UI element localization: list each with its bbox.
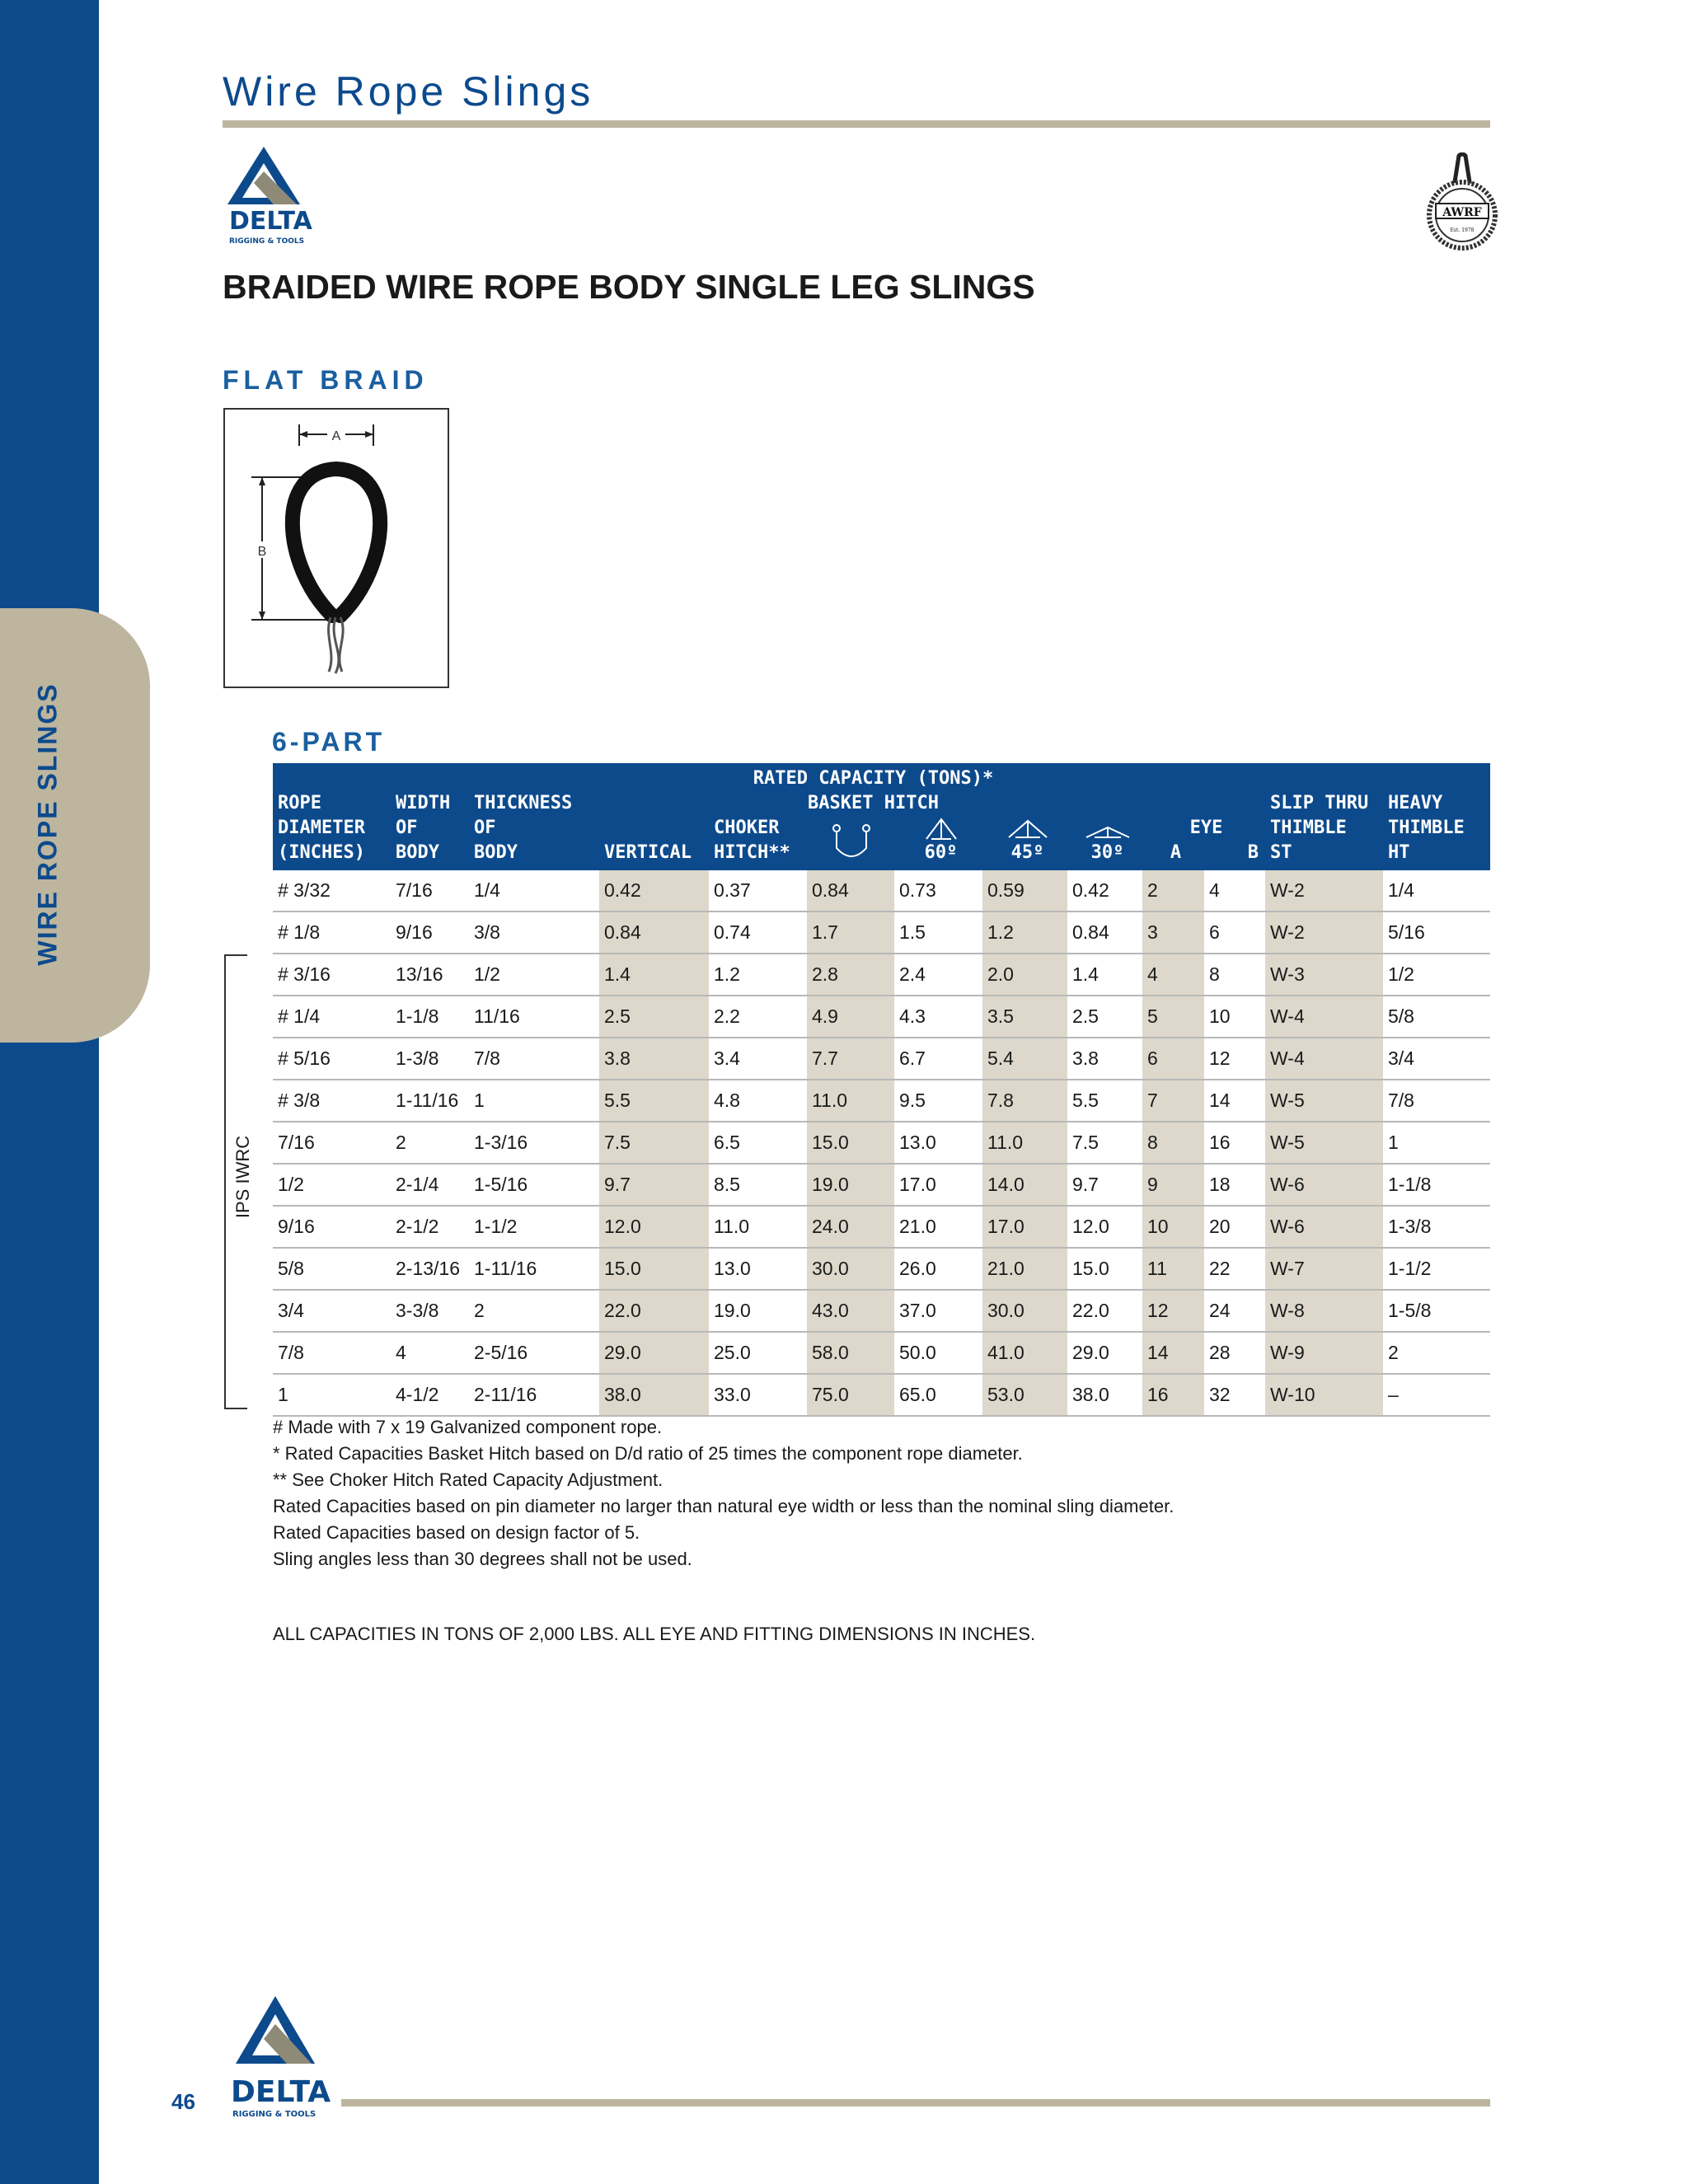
basket-60-cell: 0.73 — [894, 870, 982, 912]
thickness-header-2: OF — [469, 816, 599, 841]
basket-45-cell: 17.0 — [982, 1206, 1067, 1248]
eye-b-cell: 24 — [1204, 1290, 1265, 1332]
thickness-cell: 1-5/16 — [469, 1164, 599, 1206]
basket-45-cell: 0.59 — [982, 870, 1067, 912]
choker-cell: 33.0 — [709, 1374, 807, 1416]
awrf-established: Est. 1978 — [1450, 227, 1475, 233]
page-number: 46 — [171, 2089, 195, 2114]
basket-30-cell: 0.84 — [1067, 912, 1142, 954]
basket-60-cell: 6.7 — [894, 1038, 982, 1080]
rope-header-2: DIAMETER — [273, 816, 391, 841]
vertical-cell: 0.42 — [599, 870, 709, 912]
width-cell: 1-3/8 — [391, 1038, 469, 1080]
vertical-cell: 7.5 — [599, 1122, 709, 1164]
choker-cell: 13.0 — [709, 1248, 807, 1290]
basket-30-cell: 22.0 — [1067, 1290, 1142, 1332]
table-row — [273, 996, 1490, 1038]
thickness-cell: 7/8 — [469, 1038, 599, 1080]
eye-b-cell: 4 — [1204, 870, 1265, 912]
table-row — [273, 1290, 1490, 1332]
choker-header-2: HITCH** — [709, 841, 807, 870]
header-row-second — [273, 816, 1490, 841]
flat-braid-subheading: FLAT BRAID — [223, 365, 429, 395]
basket-vertical-cell: 30.0 — [807, 1248, 894, 1290]
slip-thru-header-1: SLIP THRU — [1265, 791, 1383, 816]
slip-thru-cell: W-9 — [1265, 1332, 1383, 1374]
basket-30-cell: 1.4 — [1067, 954, 1142, 996]
choker-cell: 0.74 — [709, 912, 807, 954]
eye-b-cell: 10 — [1204, 996, 1265, 1038]
eye-a-cell: 6 — [1142, 1038, 1204, 1080]
rope-diameter-cell: # 1/8 — [273, 912, 391, 954]
vertical-cell: 3.8 — [599, 1038, 709, 1080]
thickness-cell: 2-11/16 — [469, 1374, 599, 1416]
slip-thru-cell: W-2 — [1265, 912, 1383, 954]
basket-45-cell: 2.0 — [982, 954, 1067, 996]
basket-45-cell: 41.0 — [982, 1332, 1067, 1374]
sling-diagram — [223, 408, 449, 688]
eye-header: EYE — [1142, 816, 1265, 841]
table-row — [273, 1164, 1490, 1206]
basket-30-cell: 9.7 — [1067, 1164, 1142, 1206]
width-cell: 4-1/2 — [391, 1374, 469, 1416]
rope-diameter-cell: 9/16 — [273, 1206, 391, 1248]
width-cell: 2-13/16 — [391, 1248, 469, 1290]
thickness-cell: 3/8 — [469, 912, 599, 954]
thickness-cell: 1-1/2 — [469, 1206, 599, 1248]
choker-cell: 2.2 — [709, 996, 807, 1038]
basket-vertical-cell: 11.0 — [807, 1080, 894, 1122]
basket-60-cell: 37.0 — [894, 1290, 982, 1332]
delta-logo — [224, 147, 323, 250]
thickness-cell: 2-5/16 — [469, 1332, 599, 1374]
rope-diameter-cell: # 5/16 — [273, 1038, 391, 1080]
basket-vertical-cell: 24.0 — [807, 1206, 894, 1248]
header-row-mid — [273, 791, 1490, 816]
slip-thru-cell: W-4 — [1265, 1038, 1383, 1080]
thickness-cell: 1/2 — [469, 954, 599, 996]
angle-30-header: 30º — [1067, 841, 1142, 870]
awrf-badge — [1423, 152, 1502, 251]
vertical-cell: 12.0 — [599, 1206, 709, 1248]
basket-45-cell: 14.0 — [982, 1164, 1067, 1206]
heavy-header-1: HEAVY — [1383, 791, 1490, 816]
heavy-thimble-cell: 1-5/8 — [1383, 1290, 1490, 1332]
basket-vertical-cell: 19.0 — [807, 1164, 894, 1206]
brand-tagline: RIGGING & TOOLS — [229, 237, 305, 246]
width-header-1: WIDTH — [391, 791, 469, 816]
vertical-cell: 5.5 — [599, 1080, 709, 1122]
heavy-thimble-cell: 1 — [1383, 1122, 1490, 1164]
section-heading: BRAIDED WIRE ROPE BODY SINGLE LEG SLINGS — [223, 268, 1035, 306]
basket-vertical-cell: 15.0 — [807, 1122, 894, 1164]
sling-eye-illustration — [225, 410, 448, 687]
slip-thru-cell: W-5 — [1265, 1080, 1383, 1122]
rope-diameter-cell: # 3/8 — [273, 1080, 391, 1122]
vertical-cell: 38.0 — [599, 1374, 709, 1416]
basket-60-cell: 26.0 — [894, 1248, 982, 1290]
table-row — [273, 954, 1490, 996]
choker-cell: 25.0 — [709, 1332, 807, 1374]
basket-45-cell: 7.8 — [982, 1080, 1067, 1122]
basket-30-cell: 15.0 — [1067, 1248, 1142, 1290]
eye-b-cell: 8 — [1204, 954, 1265, 996]
width-header-3: BODY — [391, 841, 469, 870]
heavy-thimble-cell: 1-1/8 — [1383, 1164, 1490, 1206]
heavy-thimble-cell: 7/8 — [1383, 1080, 1490, 1122]
width-cell: 2-1/4 — [391, 1164, 469, 1206]
brand-tagline: RIGGING & TOOLS — [232, 2110, 316, 2119]
table-row — [273, 870, 1490, 912]
footnote: ** See Choker Hitch Rated Capacity Adjustment. — [273, 1469, 663, 1490]
vertical-cell: 0.84 — [599, 912, 709, 954]
width-cell: 2-1/2 — [391, 1206, 469, 1248]
basket-vertical-cell: 43.0 — [807, 1290, 894, 1332]
eye-a-cell: 16 — [1142, 1374, 1204, 1416]
rope-diameter-cell: 7/8 — [273, 1332, 391, 1374]
slip-thru-cell: W-2 — [1265, 870, 1383, 912]
eye-b-cell: 18 — [1204, 1164, 1265, 1206]
heavy-header-3: HT — [1383, 841, 1490, 870]
basket-30-cell: 3.8 — [1067, 1038, 1142, 1080]
thickness-cell: 11/16 — [469, 996, 599, 1038]
vertical-cell: 2.5 — [599, 996, 709, 1038]
slip-thru-cell: W-10 — [1265, 1374, 1383, 1416]
slip-thru-cell: W-6 — [1265, 1206, 1383, 1248]
width-cell: 2 — [391, 1122, 469, 1164]
basket-45-cell: 11.0 — [982, 1122, 1067, 1164]
table-row — [273, 1332, 1490, 1374]
basket-45-cell: 53.0 — [982, 1374, 1067, 1416]
table-row — [273, 1248, 1490, 1290]
eye-a-cell: 4 — [1142, 954, 1204, 996]
choker-cell: 19.0 — [709, 1290, 807, 1332]
eye-b-cell: 14 — [1204, 1080, 1265, 1122]
table-row — [273, 1080, 1490, 1122]
rope-diameter-cell: 1/2 — [273, 1164, 391, 1206]
choker-cell: 0.37 — [709, 870, 807, 912]
vertical-cell: 9.7 — [599, 1164, 709, 1206]
slip-thru-cell: W-3 — [1265, 954, 1383, 996]
basket-30-cell: 0.42 — [1067, 870, 1142, 912]
left-color-bar — [0, 0, 99, 2184]
width-cell: 7/16 — [391, 870, 469, 912]
eye-b-cell: 16 — [1204, 1122, 1265, 1164]
basket-30-cell: 29.0 — [1067, 1332, 1142, 1374]
basket-30-cell: 38.0 — [1067, 1374, 1142, 1416]
basket-vertical-cell: 7.7 — [807, 1038, 894, 1080]
choker-cell: 6.5 — [709, 1122, 807, 1164]
heavy-thimble-cell: – — [1383, 1374, 1490, 1416]
basket-vertical-cell: 1.7 — [807, 912, 894, 954]
rope-diameter-cell: # 3/32 — [273, 870, 391, 912]
footnote: # Made with 7 x 19 Galvanized component rope. — [273, 1417, 663, 1437]
slip-thru-cell: W-8 — [1265, 1290, 1383, 1332]
eye-b-header: B — [1204, 841, 1265, 870]
choker-cell: 1.2 — [709, 954, 807, 996]
rope-diameter-cell: 7/16 — [273, 1122, 391, 1164]
choker-header-1: CHOKER — [709, 816, 807, 841]
heavy-thimble-cell: 1/2 — [1383, 954, 1490, 996]
basket-30-icon — [1083, 823, 1132, 841]
rated-capacity-header: RATED CAPACITY (TONS)* — [599, 763, 1142, 791]
width-cell: 1-11/16 — [391, 1080, 469, 1122]
eye-a-cell: 9 — [1142, 1164, 1204, 1206]
slip-thru-header-3: ST — [1265, 841, 1383, 870]
basket-60-cell: 13.0 — [894, 1122, 982, 1164]
table-row — [273, 1122, 1490, 1164]
heavy-thimble-cell: 1-3/8 — [1383, 1206, 1490, 1248]
basket-45-cell: 3.5 — [982, 996, 1067, 1038]
rope-diameter-cell: # 1/4 — [273, 996, 391, 1038]
heavy-thimble-cell: 1-1/2 — [1383, 1248, 1490, 1290]
delta-triangle-icon — [229, 1996, 333, 2121]
thickness-header-3: BODY — [469, 841, 599, 870]
rope-diameter-cell: 3/4 — [273, 1290, 391, 1332]
eye-a-cell: 2 — [1142, 870, 1204, 912]
basket-vertical-cell: 0.84 — [807, 870, 894, 912]
footer-divider — [341, 2099, 1490, 2107]
slip-thru-header-2: THIMBLE — [1265, 816, 1383, 841]
choker-cell: 4.8 — [709, 1080, 807, 1122]
eye-a-cell: 10 — [1142, 1206, 1204, 1248]
eye-b-cell: 22 — [1204, 1248, 1265, 1290]
rope-header-1: ROPE — [273, 791, 391, 816]
basket-30-cell: 7.5 — [1067, 1122, 1142, 1164]
thickness-cell: 1/4 — [469, 870, 599, 912]
width-cell: 9/16 — [391, 912, 469, 954]
basket-vertical-cell: 2.8 — [807, 954, 894, 996]
slip-thru-cell: W-7 — [1265, 1248, 1383, 1290]
thickness-cell: 1-3/16 — [469, 1122, 599, 1164]
choker-cell: 3.4 — [709, 1038, 807, 1080]
heavy-thimble-cell: 2 — [1383, 1332, 1490, 1374]
eye-a-cell: 7 — [1142, 1080, 1204, 1122]
thickness-cell: 1-11/16 — [469, 1248, 599, 1290]
eye-b-cell: 20 — [1204, 1206, 1265, 1248]
rope-diameter-cell: 5/8 — [273, 1248, 391, 1290]
heavy-thimble-cell: 3/4 — [1383, 1038, 1490, 1080]
eye-a-cell: 12 — [1142, 1290, 1204, 1332]
basket-60-cell: 50.0 — [894, 1332, 982, 1374]
basket-vertical-cell: 4.9 — [807, 996, 894, 1038]
dimension-b-label: B — [257, 545, 267, 559]
thickness-cell: 1 — [469, 1080, 599, 1122]
footnotes — [273, 1414, 1174, 1572]
angle-60-header: 60º — [894, 841, 982, 870]
vertical-cell: 1.4 — [599, 954, 709, 996]
brand-name: DELTA — [229, 207, 312, 236]
slip-thru-cell: W-5 — [1265, 1122, 1383, 1164]
thickness-header-1: THICKNESS — [469, 791, 599, 816]
basket-vertical-icon — [828, 823, 878, 863]
basket-vertical-cell: 75.0 — [807, 1374, 894, 1416]
width-cell: 13/16 — [391, 954, 469, 996]
eye-a-cell: 11 — [1142, 1248, 1204, 1290]
vertical-cell: 29.0 — [599, 1332, 709, 1374]
thickness-cell: 2 — [469, 1290, 599, 1332]
eye-a-cell: 3 — [1142, 912, 1204, 954]
rope-header-3: (INCHES) — [273, 841, 391, 870]
vertical-header: VERTICAL — [599, 841, 709, 870]
footnote: Rated Capacities based on design factor of 5. — [273, 1522, 640, 1543]
slip-thru-cell: W-6 — [1265, 1164, 1383, 1206]
basket-hitch-header: BASKET HITCH — [599, 791, 1142, 816]
basket-45-cell: 1.2 — [982, 912, 1067, 954]
basket-60-cell: 1.5 — [894, 912, 982, 954]
capacity-note: ALL CAPACITIES IN TONS OF 2,000 LBS. ALL EYE AND FITTING DIMENSIONS IN INCHES. — [273, 1624, 1036, 1644]
footnote: Rated Capacities based on pin diameter no larger than natural eye width or less than the nominal sling diameter. — [273, 1496, 1175, 1516]
basket-60-cell: 9.5 — [894, 1080, 982, 1122]
footnote: Sling angles less than 30 degrees shall not be used. — [273, 1549, 692, 1569]
rope-diameter-cell: # 3/16 — [273, 954, 391, 996]
eye-a-header: A — [1142, 841, 1204, 870]
width-cell: 3-3/8 — [391, 1290, 469, 1332]
eye-b-cell: 12 — [1204, 1038, 1265, 1080]
basket-45-cell: 30.0 — [982, 1290, 1067, 1332]
basket-60-cell: 65.0 — [894, 1374, 982, 1416]
table-row — [273, 912, 1490, 954]
vertical-cell: 22.0 — [599, 1290, 709, 1332]
width-cell: 1-1/8 — [391, 996, 469, 1038]
awrf-seal-icon — [1423, 152, 1502, 251]
title-divider — [223, 120, 1490, 128]
side-tab-label: WIRE ROPE SLINGS — [32, 682, 63, 966]
eye-a-cell: 14 — [1142, 1332, 1204, 1374]
eye-b-cell: 28 — [1204, 1332, 1265, 1374]
table-row — [273, 1206, 1490, 1248]
vertical-cell: 15.0 — [599, 1248, 709, 1290]
delta-triangle-icon — [224, 147, 323, 250]
width-cell: 4 — [391, 1332, 469, 1374]
header-row-top — [273, 763, 1490, 791]
heavy-thimble-cell: 1/4 — [1383, 870, 1490, 912]
six-part-label: 6-PART — [272, 727, 386, 757]
slip-thru-cell: W-4 — [1265, 996, 1383, 1038]
angle-45-header: 45º — [982, 841, 1067, 870]
delta-logo-footer — [229, 1996, 333, 2121]
basket-60-cell: 21.0 — [894, 1206, 982, 1248]
basket-45-cell: 5.4 — [982, 1038, 1067, 1080]
choker-cell: 11.0 — [709, 1206, 807, 1248]
table-row — [273, 1374, 1490, 1416]
page-title: Wire Rope Slings — [223, 68, 594, 115]
basket-60-cell: 2.4 — [894, 954, 982, 996]
choker-cell: 8.5 — [709, 1164, 807, 1206]
table-row — [273, 1038, 1490, 1080]
heavy-thimble-cell: 5/16 — [1383, 912, 1490, 954]
eye-b-cell: 6 — [1204, 912, 1265, 954]
heavy-thimble-cell: 5/8 — [1383, 996, 1490, 1038]
basket-30-cell: 2.5 — [1067, 996, 1142, 1038]
basket-vertical-cell: 58.0 — [807, 1332, 894, 1374]
basket-60-cell: 4.3 — [894, 996, 982, 1038]
basket-45-icon — [1006, 816, 1050, 841]
eye-b-cell: 32 — [1204, 1374, 1265, 1416]
basket-45-cell: 21.0 — [982, 1248, 1067, 1290]
width-header-2: OF — [391, 816, 469, 841]
basket-60-cell: 17.0 — [894, 1164, 982, 1206]
side-section-tab — [0, 608, 150, 1043]
basket-60-icon — [923, 816, 959, 841]
capacity-table — [273, 763, 1490, 1417]
eye-a-cell: 5 — [1142, 996, 1204, 1038]
rope-diameter-cell: 1 — [273, 1374, 391, 1416]
brand-name: DELTA — [231, 2075, 331, 2109]
ips-iwrc-label: IPS IWRC — [232, 1135, 253, 1219]
footnote: * Rated Capacities Basket Hitch based on D/d ratio of 25 times the component rope diameter. — [273, 1443, 1023, 1464]
heavy-header-2: THIMBLE — [1383, 816, 1490, 841]
awrf-text: AWRF — [1442, 206, 1482, 219]
eye-a-cell: 8 — [1142, 1122, 1204, 1164]
basket-30-cell: 12.0 — [1067, 1206, 1142, 1248]
dimension-a-label: A — [331, 429, 341, 443]
basket-30-cell: 5.5 — [1067, 1080, 1142, 1122]
